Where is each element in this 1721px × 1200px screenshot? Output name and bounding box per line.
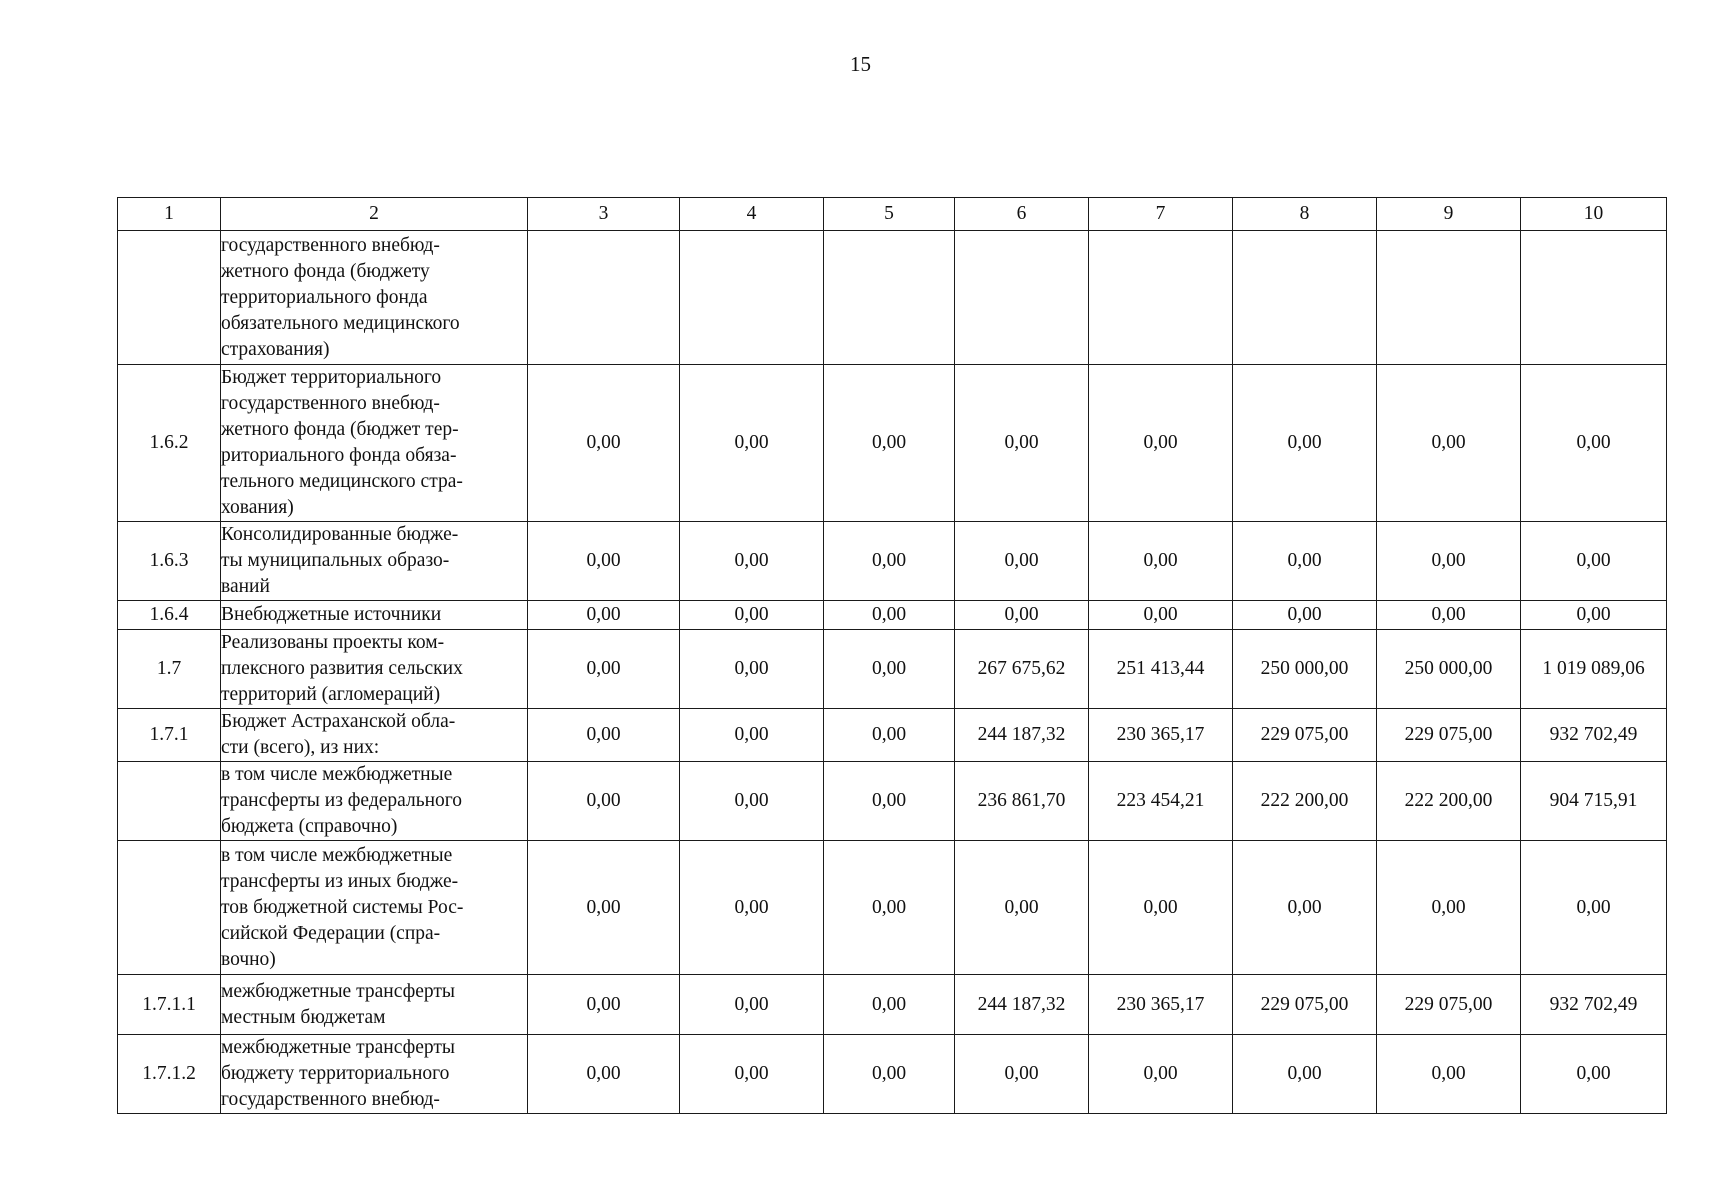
value-cell: 0,00 bbox=[824, 365, 955, 522]
row-code: 1.7.1.1 bbox=[118, 975, 221, 1035]
value-cell: 0,00 bbox=[1089, 841, 1233, 975]
row-code: 1.6.4 bbox=[118, 601, 221, 630]
value-cell: 229 075,00 bbox=[1233, 975, 1377, 1035]
value-cell: 230 365,17 bbox=[1089, 975, 1233, 1035]
table-row bbox=[118, 231, 1667, 365]
value-cell: 0,00 bbox=[824, 630, 955, 709]
value-cell: 244 187,32 bbox=[955, 975, 1089, 1035]
value-cell: 0,00 bbox=[1521, 841, 1667, 975]
value-cell bbox=[528, 231, 680, 365]
value-cell: 0,00 bbox=[824, 975, 955, 1035]
value-cell: 0,00 bbox=[528, 365, 680, 522]
value-cell: 0,00 bbox=[824, 841, 955, 975]
value-cell: 0,00 bbox=[1233, 365, 1377, 522]
value-cell: 0,00 bbox=[528, 1035, 680, 1114]
column-header: 8 bbox=[1233, 198, 1377, 231]
table-header-row bbox=[118, 198, 1667, 231]
column-header: 10 bbox=[1521, 198, 1667, 231]
value-cell: 0,00 bbox=[680, 841, 824, 975]
value-cell: 229 075,00 bbox=[1233, 709, 1377, 762]
value-cell: 1 019 089,06 bbox=[1521, 630, 1667, 709]
row-code: 1.6.2 bbox=[118, 365, 221, 522]
value-cell: 0,00 bbox=[1377, 841, 1521, 975]
table-row bbox=[118, 365, 1667, 522]
value-cell: 0,00 bbox=[955, 365, 1089, 522]
value-cell: 0,00 bbox=[1233, 1035, 1377, 1114]
column-header: 3 bbox=[528, 198, 680, 231]
column-header: 5 bbox=[824, 198, 955, 231]
row-name: межбюджетные трансферты бюджету территориального государственного внебюд- bbox=[221, 1035, 528, 1114]
row-name: в том числе межбюджетные трансферты из федерального бюджета (справочно) bbox=[221, 762, 528, 841]
page-number: 15 bbox=[850, 52, 871, 76]
column-header: 1 bbox=[118, 198, 221, 231]
row-name: Бюджет Астраханской обла- сти (всего), из них: bbox=[221, 709, 528, 762]
value-cell: 0,00 bbox=[824, 762, 955, 841]
value-cell: 236 861,70 bbox=[955, 762, 1089, 841]
value-cell: 0,00 bbox=[680, 601, 824, 630]
table-row bbox=[118, 1035, 1667, 1114]
table-row bbox=[118, 630, 1667, 709]
value-cell: 0,00 bbox=[680, 522, 824, 601]
value-cell: 0,00 bbox=[680, 365, 824, 522]
row-name: Консолидированные бюдже- ты муниципальных образо- ваний bbox=[221, 522, 528, 601]
row-code bbox=[118, 841, 221, 975]
value-cell: 0,00 bbox=[824, 709, 955, 762]
value-cell: 0,00 bbox=[955, 1035, 1089, 1114]
value-cell: 0,00 bbox=[824, 1035, 955, 1114]
value-cell: 0,00 bbox=[824, 601, 955, 630]
row-code: 1.6.3 bbox=[118, 522, 221, 601]
value-cell: 250 000,00 bbox=[1377, 630, 1521, 709]
value-cell: 0,00 bbox=[528, 975, 680, 1035]
value-cell: 230 365,17 bbox=[1089, 709, 1233, 762]
value-cell: 0,00 bbox=[1377, 522, 1521, 601]
row-code: 1.7.1 bbox=[118, 709, 221, 762]
table-row bbox=[118, 762, 1667, 841]
row-name: в том числе межбюджетные трансферты из иных бюдже- тов бюджетной системы Рос- сийской Федерации (спра- вочно) bbox=[221, 841, 528, 975]
value-cell: 244 187,32 bbox=[955, 709, 1089, 762]
row-name: Бюджет территориального государственного внебюд- жетного фонда (бюджет тер- риториального фонда обяза- тельного медицинского стра- хования) bbox=[221, 365, 528, 522]
value-cell: 229 075,00 bbox=[1377, 709, 1521, 762]
budget-table bbox=[117, 197, 1667, 1114]
table-body bbox=[118, 231, 1667, 1114]
value-cell: 0,00 bbox=[1377, 1035, 1521, 1114]
row-code bbox=[118, 762, 221, 841]
value-cell: 222 200,00 bbox=[1233, 762, 1377, 841]
row-code bbox=[118, 231, 221, 365]
value-cell: 223 454,21 bbox=[1089, 762, 1233, 841]
value-cell: 0,00 bbox=[528, 762, 680, 841]
value-cell bbox=[1089, 231, 1233, 365]
column-header: 2 bbox=[221, 198, 528, 231]
value-cell: 0,00 bbox=[1521, 365, 1667, 522]
value-cell: 0,00 bbox=[528, 709, 680, 762]
value-cell: 0,00 bbox=[528, 630, 680, 709]
value-cell: 0,00 bbox=[1233, 522, 1377, 601]
column-header: 7 bbox=[1089, 198, 1233, 231]
row-name: Реализованы проекты ком- плексного развития сельских территорий (агломераций) bbox=[221, 630, 528, 709]
table-row bbox=[118, 841, 1667, 975]
value-cell: 0,00 bbox=[528, 601, 680, 630]
column-header: 9 bbox=[1377, 198, 1521, 231]
value-cell: 0,00 bbox=[1233, 841, 1377, 975]
table-row bbox=[118, 601, 1667, 630]
value-cell: 267 675,62 bbox=[955, 630, 1089, 709]
row-name: межбюджетные трансферты местным бюджетам bbox=[221, 975, 528, 1035]
value-cell: 0,00 bbox=[1377, 365, 1521, 522]
value-cell bbox=[1521, 231, 1667, 365]
table-row bbox=[118, 975, 1667, 1035]
value-cell: 0,00 bbox=[528, 841, 680, 975]
value-cell: 0,00 bbox=[955, 522, 1089, 601]
value-cell bbox=[1377, 231, 1521, 365]
value-cell: 932 702,49 bbox=[1521, 975, 1667, 1035]
value-cell: 250 000,00 bbox=[1233, 630, 1377, 709]
value-cell: 0,00 bbox=[1521, 522, 1667, 601]
row-code: 1.7.1.2 bbox=[118, 1035, 221, 1114]
value-cell: 0,00 bbox=[1521, 1035, 1667, 1114]
value-cell: 251 413,44 bbox=[1089, 630, 1233, 709]
table-row bbox=[118, 522, 1667, 601]
value-cell: 904 715,91 bbox=[1521, 762, 1667, 841]
value-cell: 0,00 bbox=[528, 522, 680, 601]
value-cell: 0,00 bbox=[1089, 365, 1233, 522]
value-cell bbox=[680, 231, 824, 365]
value-cell: 0,00 bbox=[1233, 601, 1377, 630]
value-cell: 932 702,49 bbox=[1521, 709, 1667, 762]
value-cell: 0,00 bbox=[680, 1035, 824, 1114]
row-name: Внебюджетные источники bbox=[221, 601, 528, 630]
value-cell: 0,00 bbox=[680, 762, 824, 841]
value-cell: 0,00 bbox=[1521, 601, 1667, 630]
value-cell: 0,00 bbox=[1089, 601, 1233, 630]
value-cell: 0,00 bbox=[955, 841, 1089, 975]
value-cell: 0,00 bbox=[680, 630, 824, 709]
column-header: 6 bbox=[955, 198, 1089, 231]
value-cell bbox=[1233, 231, 1377, 365]
value-cell: 0,00 bbox=[1377, 601, 1521, 630]
value-cell bbox=[824, 231, 955, 365]
row-name: государственного внебюд- жетного фонда (бюджету территориального фонда обязательного медицинского страхования) bbox=[221, 231, 528, 365]
value-cell bbox=[955, 231, 1089, 365]
value-cell: 0,00 bbox=[1089, 522, 1233, 601]
value-cell: 0,00 bbox=[955, 601, 1089, 630]
value-cell: 0,00 bbox=[824, 522, 955, 601]
value-cell: 229 075,00 bbox=[1377, 975, 1521, 1035]
row-code: 1.7 bbox=[118, 630, 221, 709]
value-cell: 0,00 bbox=[680, 975, 824, 1035]
column-header: 4 bbox=[680, 198, 824, 231]
value-cell: 222 200,00 bbox=[1377, 762, 1521, 841]
value-cell: 0,00 bbox=[680, 709, 824, 762]
table-row bbox=[118, 709, 1667, 762]
value-cell: 0,00 bbox=[1089, 1035, 1233, 1114]
